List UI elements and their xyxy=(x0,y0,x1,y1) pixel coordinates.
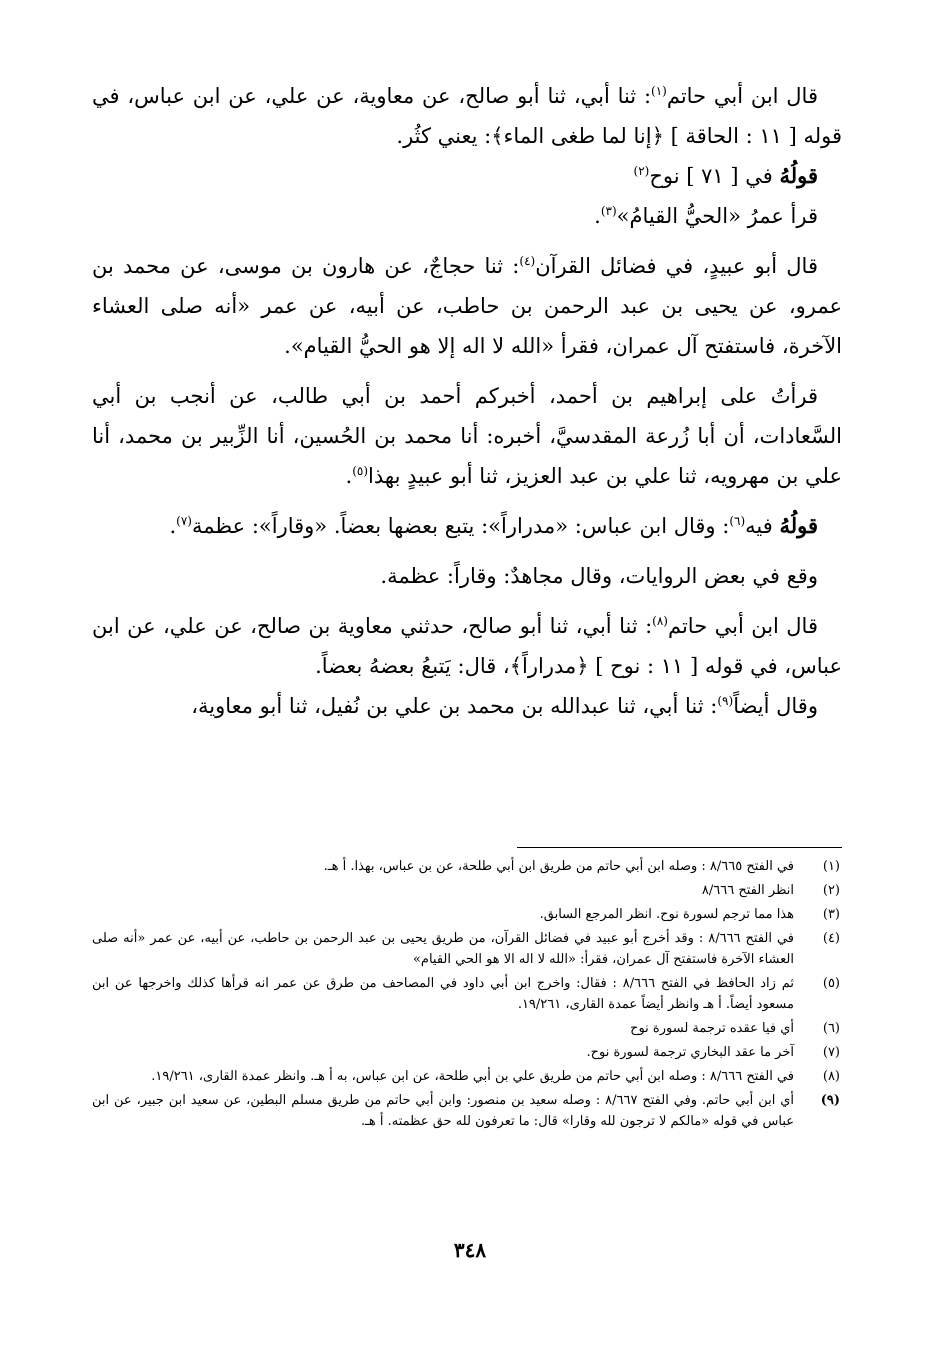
text-span: فيه xyxy=(745,514,780,538)
footnote-2 xyxy=(92,880,842,901)
footnote-3 xyxy=(92,904,842,925)
paragraph-6 xyxy=(92,606,842,686)
footnote-text: آخر ما عقد البخاري ترجمة لسورة نوح. xyxy=(586,1045,794,1060)
footnote-text: أي ابن أبي حاتم. وفي الفتح ٨/٦٦٧ : وصله سعيد بن منصور: وابن أبي حاتم من طريق مسلم البطين، عن سعيد ابن جبير، عن ابن عباس في قوله «مالكم لا ترجون لله وقارا» قال: ما تعرفون لله حق عظمته. أ هـ. xyxy=(92,1093,795,1129)
footnote-number: (٩) xyxy=(820,1093,840,1108)
footnote-text: أي فيا عقده ترجمة لسورة نوح xyxy=(630,1021,794,1036)
footnote-8 xyxy=(92,1066,842,1087)
footnote-text: هذا مما ترجم لسورة نوح. انظر المرجع السابق. xyxy=(539,907,794,922)
text-span: قال ابن أبي حاتم xyxy=(667,614,818,638)
text-span: قال ابن أبي حاتم xyxy=(666,84,818,108)
heading-label: قولُهُ xyxy=(779,163,818,188)
footnote-number: (٤) xyxy=(822,931,840,946)
footnote-1 xyxy=(92,856,842,877)
footnote-9 xyxy=(92,1090,842,1132)
text-span: : وقال ابن عباس: «مدراراً»: يتبع بعضها بعضاً. «وقاراً»: عظمة xyxy=(191,514,730,538)
page-number: ٣٤٨ xyxy=(453,1238,487,1262)
heading-2 xyxy=(92,506,842,546)
paragraph-1 xyxy=(92,76,842,156)
footnote-ref: (٤) xyxy=(519,254,536,268)
text-span: قرأتُ على إبراهيم بن أحمد، أخبركم أحمد بن أبي طالب، عن أنجب بن أبي السَّعادات، أن أبا زُرعة المقدسيَّ، أخبره: أنا محمد بن الحُسين، أنا الزِّبير بن محمد، أنا علي بن مهرويه، ثنا علي بن عبد العزيز، ثنا أبو عبيدٍ بهذا xyxy=(92,384,842,488)
footnote-number: (٥) xyxy=(822,976,840,991)
footnote-number: (٨) xyxy=(822,1069,840,1084)
footnote-text: في الفتح ٨/٦٦٦ : وصله ابن أبي حاتم من طريق علي بن أبي طلحة، عن ابن عباس، به أ هـ. وانظر عمدة القارى، ١٩/٢٦١. xyxy=(151,1069,794,1084)
footnote-7 xyxy=(92,1042,842,1063)
footnote-number: (٢) xyxy=(822,883,840,898)
text-span: : ثنا أبي، ثنا عبدالله بن محمد بن علي بن نُفيل، ثنا أبو معاوية، xyxy=(191,694,718,718)
text-span: : ثنا أبي، ثنا أبو صالح، حدثني معاوية بن صالح، عن علي، عن ابن عباس، في قوله [ ١١ : نوح ] ﴿مدراراً﴾، قال: يَتبعُ بعضهُ بعضاً. xyxy=(92,614,842,678)
paragraph-7 xyxy=(92,686,842,726)
text-span: في [ ٧١ ] نوح xyxy=(649,164,780,188)
footnote-ref: (١) xyxy=(651,84,667,98)
footnote-ref: (٥) xyxy=(352,464,369,478)
footnote-number: (١) xyxy=(822,859,840,874)
text-span: قال أبو عبيدٍ، في فضائل القرآن xyxy=(535,254,818,278)
footnote-4 xyxy=(92,928,842,970)
footnote-ref: (٧) xyxy=(176,514,192,528)
paragraph-4 xyxy=(92,376,842,496)
footnote-6 xyxy=(92,1018,842,1039)
heading-label: قولُهُ xyxy=(779,513,818,538)
paragraph-5 xyxy=(92,556,842,596)
heading-1 xyxy=(92,156,842,196)
text-span: . xyxy=(169,514,177,538)
footnote-text: في الفتح ٨/٦٦٥ : وصله ابن أبي حاتم من طريق ابن أبي طلحة، عن بن عباس، بهذا. أ هـ. xyxy=(323,859,794,874)
text-span: . xyxy=(345,464,353,488)
footnote-ref: (٩) xyxy=(717,694,734,708)
footnote-text: في الفتح ٨/٦٦٦ : وقد أخرج أبو عبيد في فضائل القرآن، من طريق يحيى بن عبد الرحمن بن حاطب، عن أبيه، عن عمر «أنه صلى العشاء الآخرة فاستفتح آل عمران، فقرأ: «الله لا اله الا هو الحي القيام» xyxy=(92,931,794,967)
footnote-ref: (٢) xyxy=(633,164,650,178)
text-span: قرأ عمرُ «الحيُّ القيامُ» xyxy=(616,204,818,228)
paragraph-2 xyxy=(92,196,842,236)
footnote-5 xyxy=(92,973,842,1015)
footnote-ref: (٨) xyxy=(652,614,668,628)
main-text xyxy=(92,76,842,726)
paragraph-3 xyxy=(92,246,842,366)
text-span: . xyxy=(594,204,601,228)
footnotes xyxy=(92,856,842,1135)
text-span: : ثنا حجاجٌ، عن هارون بن موسى، عن محمد بن عمرو، عن يحيى بن عبد الرحمن بن حاطب، عن أبيه، عن عمر «أنه صلى العشاء الآخرة، فاستفتح آل عمران، فقرأ «الله لا اله إلا هو الحيُّ القيام». xyxy=(92,254,842,358)
footnote-number: (٦) xyxy=(822,1021,840,1036)
footnote-divider xyxy=(517,847,842,848)
footnote-text: ثم زاد الحافظ في الفتح ٨/٦٦٦ : فقال: واخرج ابن أبي داود في المصاحف من طرق عن عمر انه قرأها كذلك واخرجها عن ابن مسعود أيضاً. أ هـ وانظر أيضاً عمدة القارى، ١٩/٢٦١. xyxy=(92,976,795,1012)
text-span: وقع في بعض الروايات، وقال مجاهدٌ: وقاراً: عظمة. xyxy=(380,564,818,588)
footnote-number: (٧) xyxy=(822,1045,840,1060)
footnote-number: (٣) xyxy=(822,907,840,922)
footnote-ref: (٦) xyxy=(729,514,746,528)
footnote-text: انظر الفتح ٨/٦٦٦ xyxy=(701,883,794,898)
text-span: وقال أيضاً xyxy=(733,694,818,718)
text-span: : ثنا أبي، ثنا أبو صالح، عن معاوية، عن علي، عن ابن عباس، في قوله [ ١١ : الحاقة ] ﴿إنا لما طغى الماء﴾: يعني كثُر. xyxy=(92,84,842,148)
footnote-ref: (٣) xyxy=(600,204,617,218)
